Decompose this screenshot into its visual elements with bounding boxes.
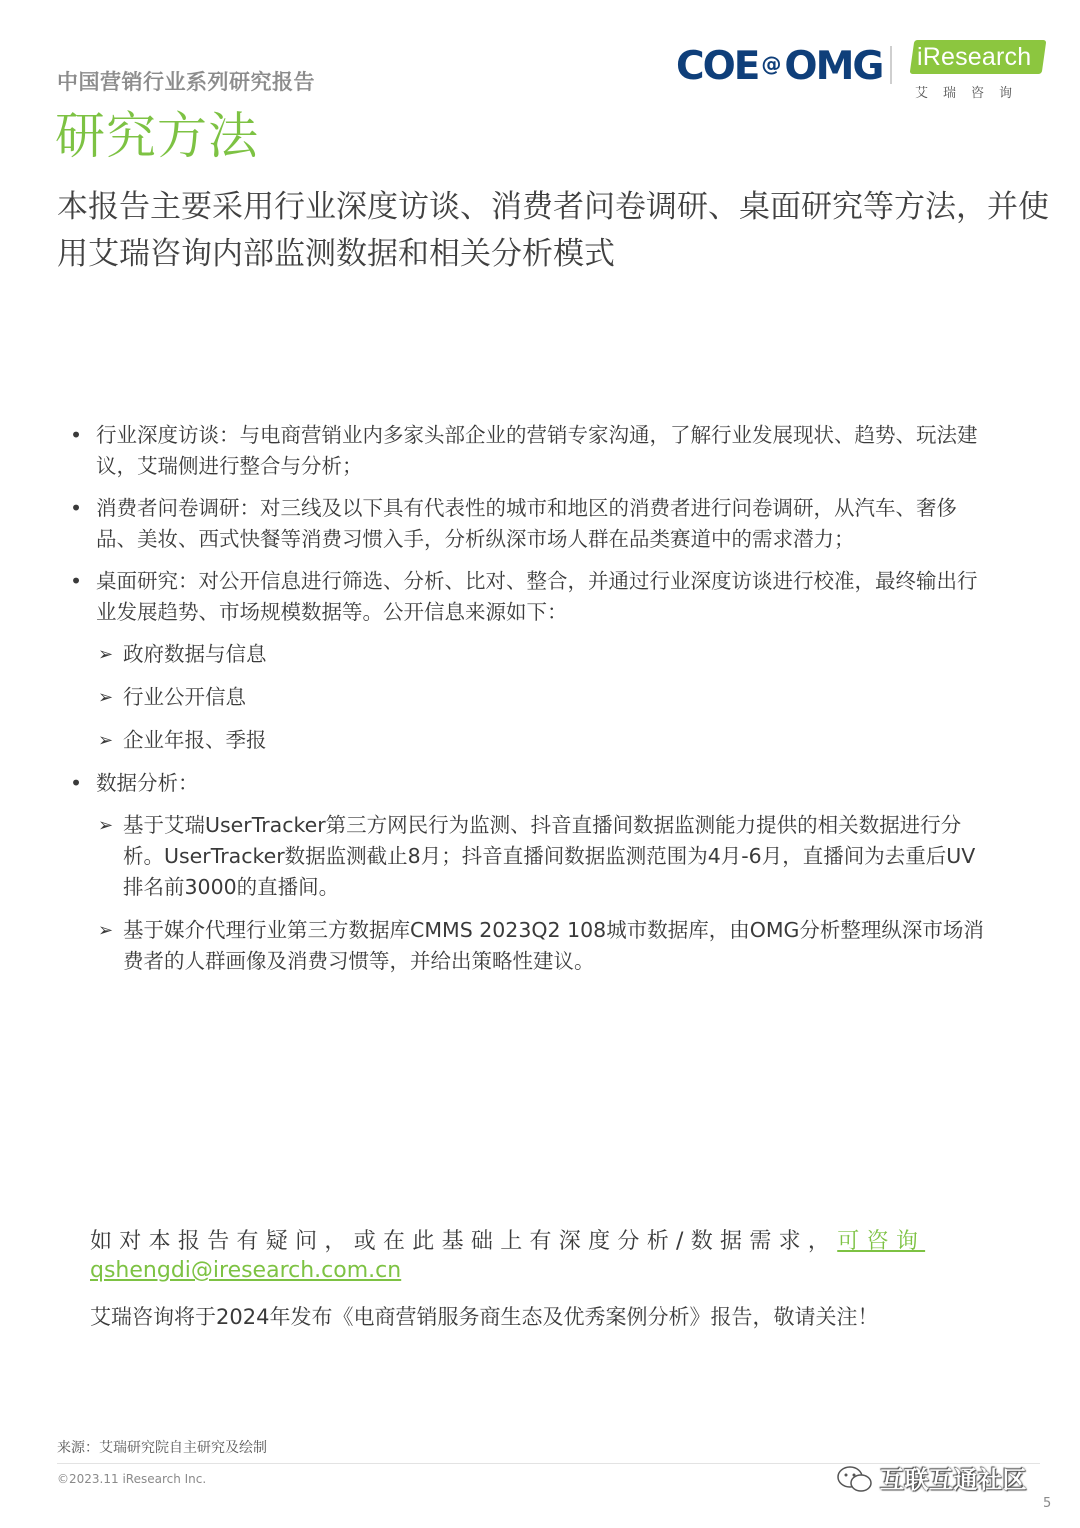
method-sub-item-text: 基于媒介代理行业第三方数据库CMMS 2023Q2 108城市数据库，由OMG分析整理纵深市场消费者的人群画像及消费习惯等，并给出策略性建议。 [123, 918, 984, 973]
method-sub-item-text: 企业年报、季报 [123, 728, 267, 752]
method-sub-item-text: 行业公开信息 [123, 685, 246, 709]
method-item-text: 数据分析： [96, 771, 199, 795]
coe-omg-logo [676, 44, 882, 89]
arrow-bullet-icon: ➢ [98, 687, 114, 708]
method-sub-item-text: 政府数据与信息 [123, 642, 267, 666]
arrow-bullet-icon: ➢ [98, 730, 114, 751]
contact-email-link[interactable]: qshengdi@iresearch.com.cn [90, 1258, 402, 1283]
method-item [70, 566, 990, 628]
consult-link[interactable]: 可咨询 [837, 1229, 926, 1254]
bullet-dot: • [70, 771, 83, 795]
contact-text: 如对本报告有疑问，或在此基础上有深度分析/数据需求， [90, 1229, 838, 1254]
method-item-text: 消费者问卷调研：对三线及以下具有代表性的城市和地区的消费者进行问卷调研，从汽车、奢侈品、美妆、西式快餐等消费习惯入手，分析纵深市场人群在品类赛道中的需求潜力； [96, 496, 957, 551]
report-series: 中国营销行业系列研究报告 [57, 70, 315, 94]
method-list [70, 420, 990, 989]
iresearch-logo-subtitle: 艾瑞咨询 [915, 86, 1028, 101]
source-note: 来源：艾瑞研究院自主研究及绘制 [57, 1440, 267, 1456]
arrow-bullet-icon: ➢ [98, 920, 114, 941]
method-item [70, 768, 990, 799]
arrow-bullet-icon: ➢ [98, 644, 114, 665]
arrow-bullet-icon: ➢ [98, 815, 114, 836]
watermark: 互联互通社区 [880, 1466, 1027, 1494]
page-subtitle: 本报告主要采用行业深度访谈、消费者问卷调研、桌面研究等方法，并使用艾瑞咨询内部监测数据和相关分析模式 [57, 189, 1049, 272]
contact-line [90, 1226, 990, 1258]
copyright: ©2023.11 iResearch Inc. [57, 1472, 207, 1486]
method-sub-item [70, 639, 990, 670]
wechat-icon [836, 1465, 874, 1495]
method-item [70, 420, 990, 482]
bullet-dot: • [70, 569, 83, 593]
method-sub-item [70, 915, 990, 977]
method-sub-item-text: 基于艾瑞UserTracker第三方网民行为监测、抖音直播间数据监测能力提供的相关数据进行分析。UserTracker数据监测截止8月；抖音直播间数据监测范围为4月-6月，直播间为去重后UV排名前3000的直播间。 [123, 813, 976, 899]
method-item-text: 桌面研究：对公开信息进行筛选、分析、比对、整合，并通过行业深度访谈进行校准，最终输出行业发展趋势、市场规模数据等。公开信息来源如下： [96, 569, 978, 624]
logo-divider [890, 46, 892, 84]
coe-logo-at: @ [761, 52, 782, 76]
page-title: 研究方法 [55, 107, 259, 165]
method-item-text: 行业深度访谈：与电商营销业内多家头部企业的营销专家沟通，了解行业发展现状、趋势、玩法建议，艾瑞侧进行整合与分析； [96, 423, 978, 478]
page-number: 5 [1043, 1496, 1052, 1511]
method-sub-item [70, 810, 990, 903]
coe-logo-text: COE [676, 44, 759, 89]
report-notice: 艾瑞咨询将于2024年发布《电商营销服务商生态及优秀案例分析》报告，敬请关注！ [90, 1305, 879, 1329]
method-sub-item [70, 682, 990, 713]
omg-logo-text: OMG [784, 44, 883, 89]
method-sub-item [70, 725, 990, 756]
iresearch-logo-text: iResearch [917, 43, 1032, 71]
bullet-dot: • [70, 423, 83, 447]
bullet-dot: • [70, 496, 83, 520]
method-item [70, 493, 990, 555]
